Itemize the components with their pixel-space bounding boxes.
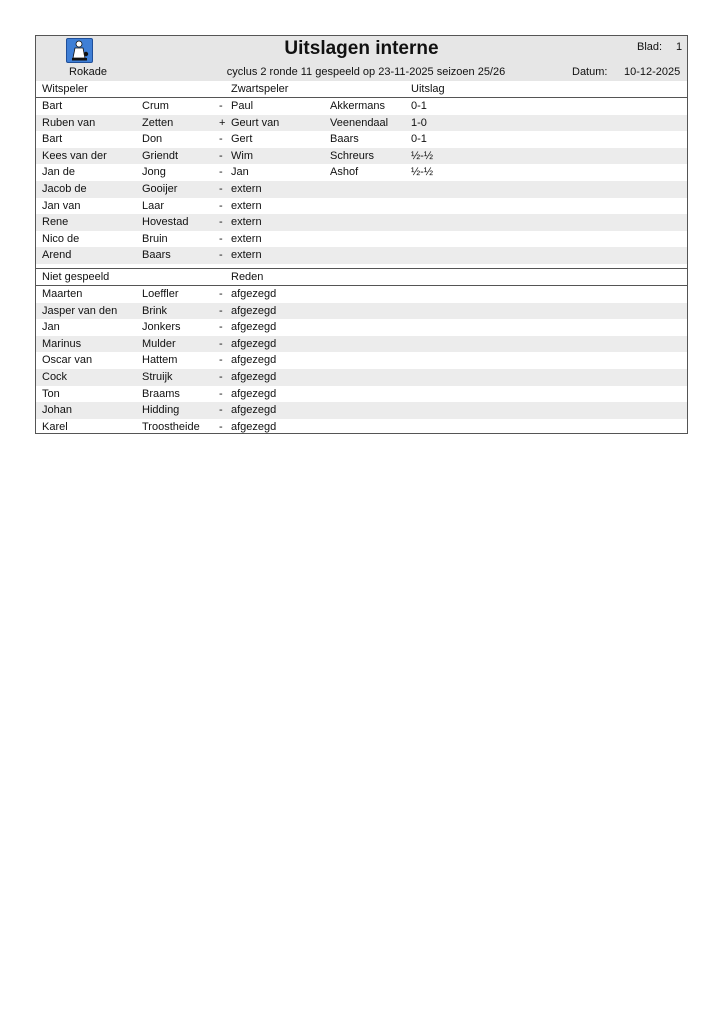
black-first-name: Wim xyxy=(231,149,253,162)
game-result: ½-½ xyxy=(411,149,434,162)
table-row xyxy=(36,148,687,165)
black-first-name: extern xyxy=(231,199,262,212)
player-last-name: Hattem xyxy=(142,354,178,367)
black-player-header: Zwartspeler xyxy=(231,83,289,95)
list-item xyxy=(36,386,687,403)
table-row xyxy=(36,98,687,115)
list-item xyxy=(36,419,687,436)
white-last-name: Hovestad xyxy=(142,216,189,229)
absence-reason: afgezegd xyxy=(231,304,277,317)
white-first-name: Rene xyxy=(42,216,69,229)
white-first-name: Ruben van xyxy=(42,116,96,129)
reason-separator: - xyxy=(219,321,223,334)
black-last-name: Baars xyxy=(330,133,359,146)
results-sheet xyxy=(35,35,688,434)
reason-separator: - xyxy=(219,354,223,367)
black-last-name: Akkermans xyxy=(330,100,386,112)
round-info: cyclus 2 ronde 11 gespeeld op 23-11-2025 seizoen 25/26 xyxy=(226,66,506,78)
player-last-name: Hidding xyxy=(142,404,180,417)
black-first-name: extern xyxy=(231,232,262,245)
reason-header: Reden xyxy=(231,271,264,283)
sheet-number: 1 xyxy=(676,41,683,53)
player-first-name: Marinus xyxy=(42,337,82,350)
player-first-name: Oscar van xyxy=(42,354,93,367)
white-last-name: Don xyxy=(142,133,163,146)
white-first-name: Bart xyxy=(42,100,63,112)
reason-separator: - xyxy=(219,420,223,433)
table-row xyxy=(36,198,687,215)
black-last-name: Veenendaal xyxy=(330,116,389,129)
list-item xyxy=(36,352,687,369)
pairing-separator: - xyxy=(219,183,223,195)
date-value: 10-12-2025 xyxy=(624,66,681,78)
player-last-name: Jonkers xyxy=(142,321,181,334)
player-first-name: Karel xyxy=(42,420,68,433)
game-result: 0-1 xyxy=(411,100,427,112)
pairing-separator: + xyxy=(219,116,226,129)
player-first-name: Cock xyxy=(42,371,68,383)
table-row xyxy=(36,181,687,198)
player-last-name: Struijk xyxy=(142,371,173,383)
black-first-name: Jan xyxy=(231,166,249,179)
table-row xyxy=(36,164,687,181)
white-first-name: Jacob de xyxy=(42,183,87,195)
reason-separator: - xyxy=(219,387,223,400)
white-last-name: Bruin xyxy=(142,232,168,245)
white-first-name: Arend xyxy=(42,249,72,262)
table-row xyxy=(36,247,687,264)
pairing-separator: - xyxy=(219,149,223,162)
white-last-name: Baars xyxy=(142,249,171,262)
absence-reason: afgezegd xyxy=(231,337,277,350)
list-item xyxy=(36,369,687,386)
white-first-name: Jan de xyxy=(42,166,76,179)
date-label: Datum: xyxy=(572,66,608,78)
list-item xyxy=(36,286,687,303)
white-last-name: Jong xyxy=(142,166,166,179)
black-first-name: Paul xyxy=(231,100,254,112)
pairing-separator: - xyxy=(219,133,223,146)
player-first-name: Johan xyxy=(42,404,72,417)
game-result: 0-1 xyxy=(411,133,427,146)
white-first-name: Bart xyxy=(42,133,63,146)
black-first-name: extern xyxy=(231,183,262,195)
black-first-name: extern xyxy=(231,249,262,262)
list-item xyxy=(36,303,687,320)
black-first-name: Geurt van xyxy=(231,116,280,129)
list-item xyxy=(36,336,687,353)
black-last-name: Ashof xyxy=(330,166,359,179)
reason-separator: - xyxy=(219,304,223,317)
white-first-name: Kees van der xyxy=(42,149,107,162)
pairing-separator: - xyxy=(219,249,223,262)
reason-separator: - xyxy=(219,371,223,383)
reason-separator: - xyxy=(219,404,223,417)
club-name: Rokade xyxy=(69,66,107,78)
pairing-separator: - xyxy=(219,216,223,229)
player-last-name: Braams xyxy=(142,387,180,400)
player-last-name: Mulder xyxy=(142,337,176,350)
absence-reason: afgezegd xyxy=(231,371,277,383)
absent-header-row xyxy=(36,268,687,286)
player-last-name: Loeffler xyxy=(142,288,179,300)
pairing-separator: - xyxy=(219,100,223,112)
player-first-name: Jan xyxy=(42,321,60,334)
white-player-header: Witspeler xyxy=(42,83,88,95)
absence-reason: afgezegd xyxy=(231,387,277,400)
list-item xyxy=(36,319,687,336)
white-last-name: Crum xyxy=(142,100,169,112)
white-first-name: Jan van xyxy=(42,199,81,212)
sheet-header xyxy=(36,36,687,82)
absence-reason: afgezegd xyxy=(231,321,277,334)
black-last-name: Schreurs xyxy=(330,149,375,162)
game-result: ½-½ xyxy=(411,166,434,179)
white-last-name: Griendt xyxy=(142,149,179,162)
pairing-separator: - xyxy=(219,232,223,245)
table-row xyxy=(36,214,687,231)
table-row xyxy=(36,131,687,148)
player-last-name: Troostheide xyxy=(142,420,200,433)
pairing-separator: - xyxy=(219,199,223,212)
reason-separator: - xyxy=(219,337,223,350)
player-first-name: Maarten xyxy=(42,288,83,300)
list-item xyxy=(36,402,687,419)
absence-reason: afgezegd xyxy=(231,404,277,417)
white-last-name: Gooijer xyxy=(142,183,178,195)
absence-reason: afgezegd xyxy=(231,420,277,433)
white-last-name: Laar xyxy=(142,199,165,212)
result-header: Uitslag xyxy=(411,83,445,95)
reason-separator: - xyxy=(219,288,223,300)
not-played-header: Niet gespeeld xyxy=(42,271,110,283)
player-first-name: Jasper van den xyxy=(42,304,118,317)
player-last-name: Brink xyxy=(142,304,168,317)
white-first-name: Nico de xyxy=(42,232,80,245)
sheet-label: Blad: xyxy=(637,41,663,53)
pairing-separator: - xyxy=(219,166,223,179)
table-row xyxy=(36,231,687,248)
player-first-name: Ton xyxy=(42,387,60,400)
black-first-name: extern xyxy=(231,216,262,229)
table-row xyxy=(36,115,687,132)
absence-reason: afgezegd xyxy=(231,354,277,367)
black-first-name: Gert xyxy=(231,133,253,146)
page-title: Uitslagen interne xyxy=(284,38,439,59)
results-header-row xyxy=(36,81,687,98)
game-result: 1-0 xyxy=(411,116,427,129)
white-last-name: Zetten xyxy=(142,116,174,129)
absence-reason: afgezegd xyxy=(231,288,277,300)
